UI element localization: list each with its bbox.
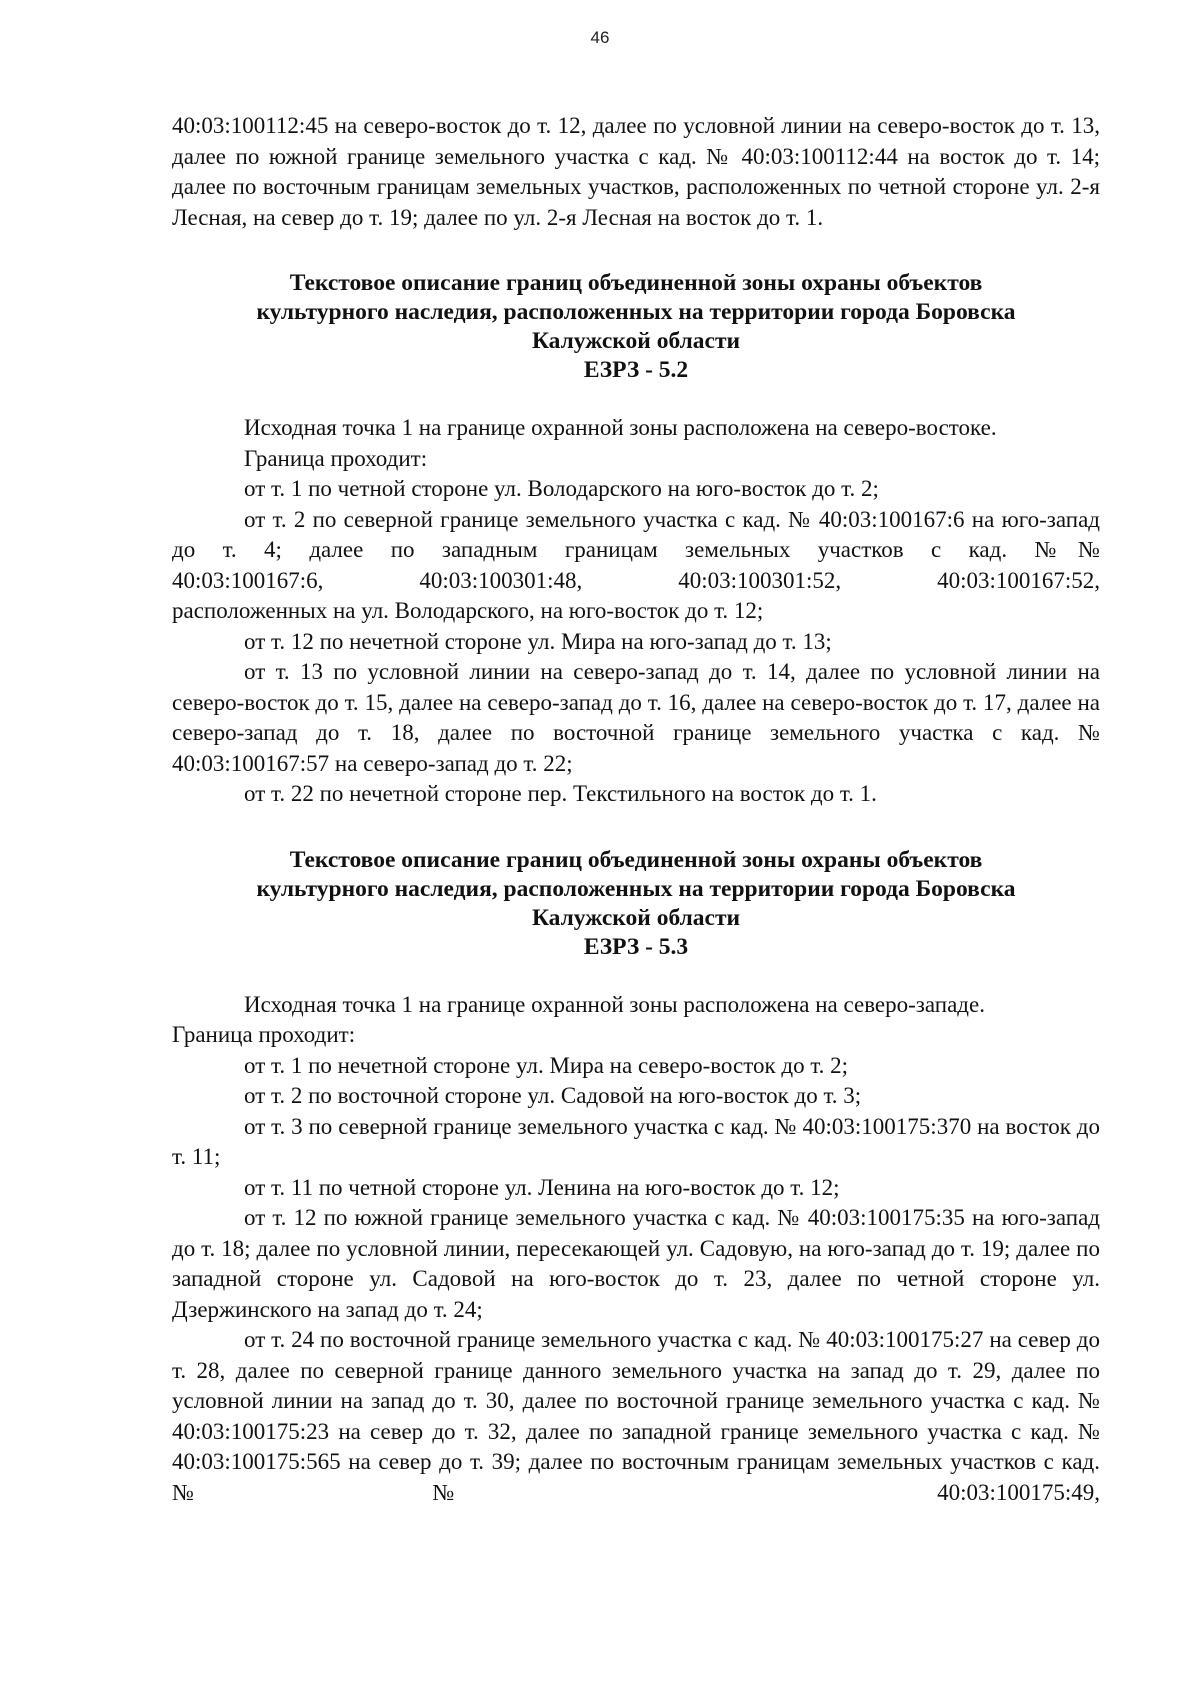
border-step: от т. 1 по четной стороне ул. Володарского на юго-восток до т. 2; xyxy=(244,476,879,501)
section-code: ЕЗРЗ - 5.3 xyxy=(583,933,689,960)
cadastral-number: 40:03:100167:52, xyxy=(937,567,1100,593)
start-point-paragraph: Исходная точка 1 на границе охранной зоны расположена на северо-востоке. xyxy=(244,415,997,440)
section-heading: Текстовое описание границ объединенной зоны охраны объектов xyxy=(289,846,983,873)
spacer xyxy=(172,962,1100,990)
border-step: от т. 22 по нечетной стороне пер. Текстильного на восток до т. 1. xyxy=(244,781,877,806)
intro-paragraph: 40:03:100112:45 на северо-восток до т. 12, далее по условной линии на северо-восток до т. 13, далее по южной границе земельного участка с кад. № 40:03:100112:44 на восток до т. 14; далее по восточным границам земельных участков, расположенных по четной стороне ул. 2-я Лесная, на север до т. 19; далее по ул. 2-я Лесная на восток до т. 1. xyxy=(172,113,1100,230)
section-code: ЕЗРЗ - 5.2 xyxy=(583,357,689,383)
border-step: от т. 24 по восточной границе земельного участка с кад. № 40:03:100175:27 на север до т. 28, далее по северной границе данного земельного участка на запад до т. 29, далее по условной линии на запад до т. 30, далее по восточной границе земельного участка с кад. № 40:03:100175:23 на север до т. 32, далее по западной границе земельного участка с кад. № 40:03:100175:565 на север до т. 39; далее по восточным границам земельных участков с кад. №№ 40:03:100175:49, xyxy=(172,1327,1100,1505)
page-number: 46 xyxy=(590,28,610,47)
cadastral-number: 40:03:100301:52, xyxy=(678,567,842,593)
border-step: от т. 1 по нечетной стороне ул. Мира на северо-восток до т. 2; xyxy=(244,1052,849,1078)
border-step: от т. 13 по условной линии на северо-запад до т. 14, далее по условной линии на северо-восток до т. 15, далее на северо-запад до т. 16, далее на северо-восток до т. 17, далее на северо-запад до т. 18, далее по восточной границе земельного участка с кад. № 40:03:100167:57 на северо-запад до т. 22; xyxy=(172,659,1100,776)
section-heading: культурного наследия, расположенных на территории города Боровска xyxy=(256,299,1016,325)
spacer xyxy=(172,385,1100,413)
section-heading: Калужской области xyxy=(531,328,741,354)
border-step: от т. 11 по четной стороне ул. Ленина на юго-восток до т. 12; xyxy=(244,1174,840,1200)
section-ezrz-5-3 xyxy=(172,846,1100,1509)
section-heading: Калужской области xyxy=(531,904,741,931)
start-point-paragraph: Исходная точка 1 на границе охранной зоны расположена на северо-западе. xyxy=(244,991,985,1017)
spacer xyxy=(172,233,1100,269)
border-step-continuation: расположенных на ул. Володарского, на юго-восток до т. 12; xyxy=(172,598,764,623)
border-step: от т. 3 по северной границе земельного участка с кад. № 40:03:100175:370 на восток до т. 11; xyxy=(172,1113,1100,1169)
border-step: от т. 2 по восточной стороне ул. Садовой на юго-восток до т. 3; xyxy=(244,1083,862,1108)
cadastral-list xyxy=(172,566,1100,597)
border-step: от т. 2 по северной границе земельного участка с кад. № 40:03:100167:6 на юго-запад до т. 4; далее по западным границам земельных участков с кад. №№ xyxy=(172,506,1100,562)
cadastral-number: 40:03:100167:6, xyxy=(172,567,324,593)
section-heading: культурного наследия, расположенных на территории города Боровска xyxy=(256,875,1016,902)
border-label: Граница проходит: xyxy=(172,1022,356,1047)
border-step: от т. 12 по южной границе земельного участка с кад. № 40:03:100175:35 на юго-запад до т. 18; далее по условной линии, пересекающей ул. Садовую, на юго-запад до т. 19; далее по западной стороне ул. Садовой на юго-восток до т. 23, далее по четной стороне ул. Дзержинского на запад до т. 24; xyxy=(172,1205,1100,1322)
spacer xyxy=(172,810,1100,846)
section-heading: Текстовое описание границ объединенной зоны охраны объектов xyxy=(289,270,983,296)
border-step: от т. 12 по нечетной стороне ул. Мира на юго-запад до т. 13; xyxy=(244,628,832,654)
section-ezrz-5-2 xyxy=(172,269,1100,810)
document-body xyxy=(172,111,1100,1508)
cadastral-number: 40:03:100301:48, xyxy=(419,567,583,593)
border-label: Граница проходит: xyxy=(244,445,428,471)
